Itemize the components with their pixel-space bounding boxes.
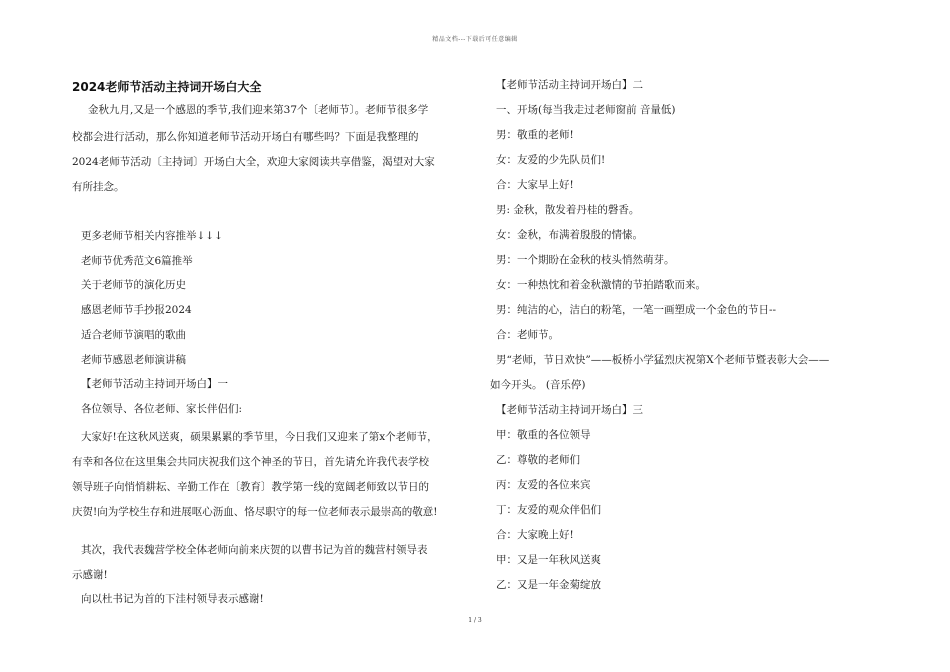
speech-line-1: 大家好!在这秋风送爽，硕果累累的季节里，今日我们又迎来了第x个老师节， [81,431,438,443]
dialogue3-line-3: 丙：友爱的各位来宾 [496,479,591,491]
dialogue-line-9: 合：老师节。 [496,329,559,341]
thanks-line-3: 向以杜书记为首的下洼村领导表示感谢! [81,593,264,605]
dialogue-line-8: 男：纯洁的心，洁白的粉笔，一笔一画塑成一个金色的节日-- [496,304,777,316]
page-header-note: 精品文档---下载后可任意编辑 [432,36,518,43]
dialogue3-line-1: 甲：敬重的各位领导 [496,429,591,441]
speech-line-4: 庆贺!向为学校生存和进展呕心沥血、恪尽职守的每一位老师表示最崇高的敬意! [72,506,438,518]
opening-line: 一、开场(每当我走过老师窗前 音量低) [496,104,676,116]
speech-line-3: 领导班子向悄悄耕耘、辛勤工作在〔教育〕教学第一线的宽阔老师致以节日的 [72,481,429,493]
dialogue3-line-5: 合：大家晚上好! [496,529,574,541]
section-two-heading: 【老师节活动主持词开场白】二 [496,79,643,91]
thanks-line-1: 其次，我代表魏营学校全体老师向前来庆贺的以曹书记为首的魏营村领导表 [81,544,428,556]
dialogue3-line-2: 乙：尊敬的老师们 [496,454,580,466]
dialogue-line-3: 合：大家早上好! [496,179,574,191]
recommend-link-4[interactable]: 适合老师节演唱的歌曲 [81,329,186,341]
recommend-link-3[interactable]: 感恩老师节手抄报2024 [81,304,192,316]
dialogue-line-10: 男“老师，节日欢快”——板桥小学猛烈庆祝第X个老师节暨表彰大会—— [496,354,830,366]
dialogue-line-1: 男：敬重的老师! [496,129,574,141]
intro-line-1: 金秋九月,又是一个感恩的季节,我们迎来第37个〔老师节〕。老师节很多学 [88,104,429,116]
recommend-link-1[interactable]: 老师节优秀范文6篇推举 [81,255,193,267]
dialogue-line-6: 男：一个期盼在金秋的枝头悄然萌芽。 [496,254,675,266]
document-title: 2024老师节活动主持词开场白大全 [72,80,262,94]
recommend-heading: 更多老师节相关内容推举↓↓↓ [81,230,223,242]
intro-line-3: 2024老师节活动〔主持词〕开场白大全，欢迎大家阅读共享借鉴，渴望对大家 [72,156,435,168]
recommend-link-2[interactable]: 关于老师节的演化历史 [81,279,186,291]
dialogue3-line-7: 乙：又是一年金菊绽放 [496,579,601,591]
recommend-link-5[interactable]: 老师节感恩老师演讲稿 [81,354,186,366]
intro-line-2: 校都会进行活动，那么你知道老师节活动开场白有哪些吗？下面是我整理的 [72,131,419,143]
intro-line-4: 有所挂念。 [72,181,125,193]
section-three-heading: 【老师节活动主持词开场白】三 [496,404,643,416]
speech-line-2: 有幸和各位在这里集会共同庆祝我们这个神圣的节日，首先请允许我代表学校 [72,456,429,468]
thanks-line-2: 示感谢! [72,569,108,581]
section-one-heading: 【老师节活动主持词开场白】一 [81,378,228,390]
dialogue-line-5: 女：金秋，布满着殷殷的情愫。 [496,229,643,241]
dialogue-line-7: 女：一种热忱和着金秋激情的节拍踏歌而来。 [496,279,706,291]
greeting-line: 各位领导、各位老师、家长伴侣们: [81,403,243,415]
dialogue-line-2: 女：友爱的少先队员们! [496,154,606,166]
page-number: 1 / 3 [468,617,482,624]
dialogue-line-4: 男: 金秋，散发着丹桂的磬香。 [496,204,640,216]
dialogue3-line-6: 甲：又是一年秋风送爽 [496,554,601,566]
dialogue3-line-4: 丁：友爱的观众伴侣们 [496,504,601,516]
dialogue-line-11: 如今开头。 (音乐停) [490,379,586,391]
